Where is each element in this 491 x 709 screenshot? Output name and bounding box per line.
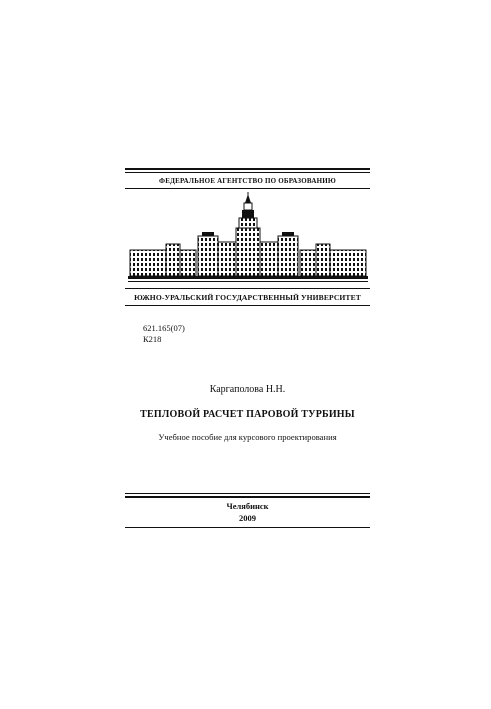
book-subtitle: Учебное пособие для курсового проектирования <box>158 432 337 442</box>
publication-year: 2009 <box>239 513 256 523</box>
publication-city: Челябинск <box>226 501 269 511</box>
agency-name: ФЕДЕРАЛЬНОЕ АГЕНТСТВО ПО ОБРАЗОВАНИЮ <box>158 177 336 185</box>
university-name: ЮЖНО-УРАЛЬСКИЙ ГОСУДАРСТВЕННЫЙ УНИВЕРСИТЕТ <box>134 293 361 302</box>
bbk-code: К218 <box>143 334 162 344</box>
top-rule-thick <box>125 168 370 170</box>
bottom-rule-thick <box>125 496 370 498</box>
book-title: ТЕПЛОВОЙ РАСЧЕТ ПАРОВОЙ ТУРБИНЫ <box>140 409 355 420</box>
agency-rule <box>125 188 370 189</box>
university-rule-top <box>125 288 370 289</box>
top-rule-thin <box>125 172 370 173</box>
footer-rule <box>125 527 370 528</box>
udc-code: 621.165(07) <box>143 323 185 333</box>
university-building-logo-icon <box>128 192 368 284</box>
bottom-rule-thin <box>125 493 370 494</box>
author-name: Каргаполова Н.Н. <box>209 384 286 395</box>
university-rule-bottom <box>125 305 370 306</box>
